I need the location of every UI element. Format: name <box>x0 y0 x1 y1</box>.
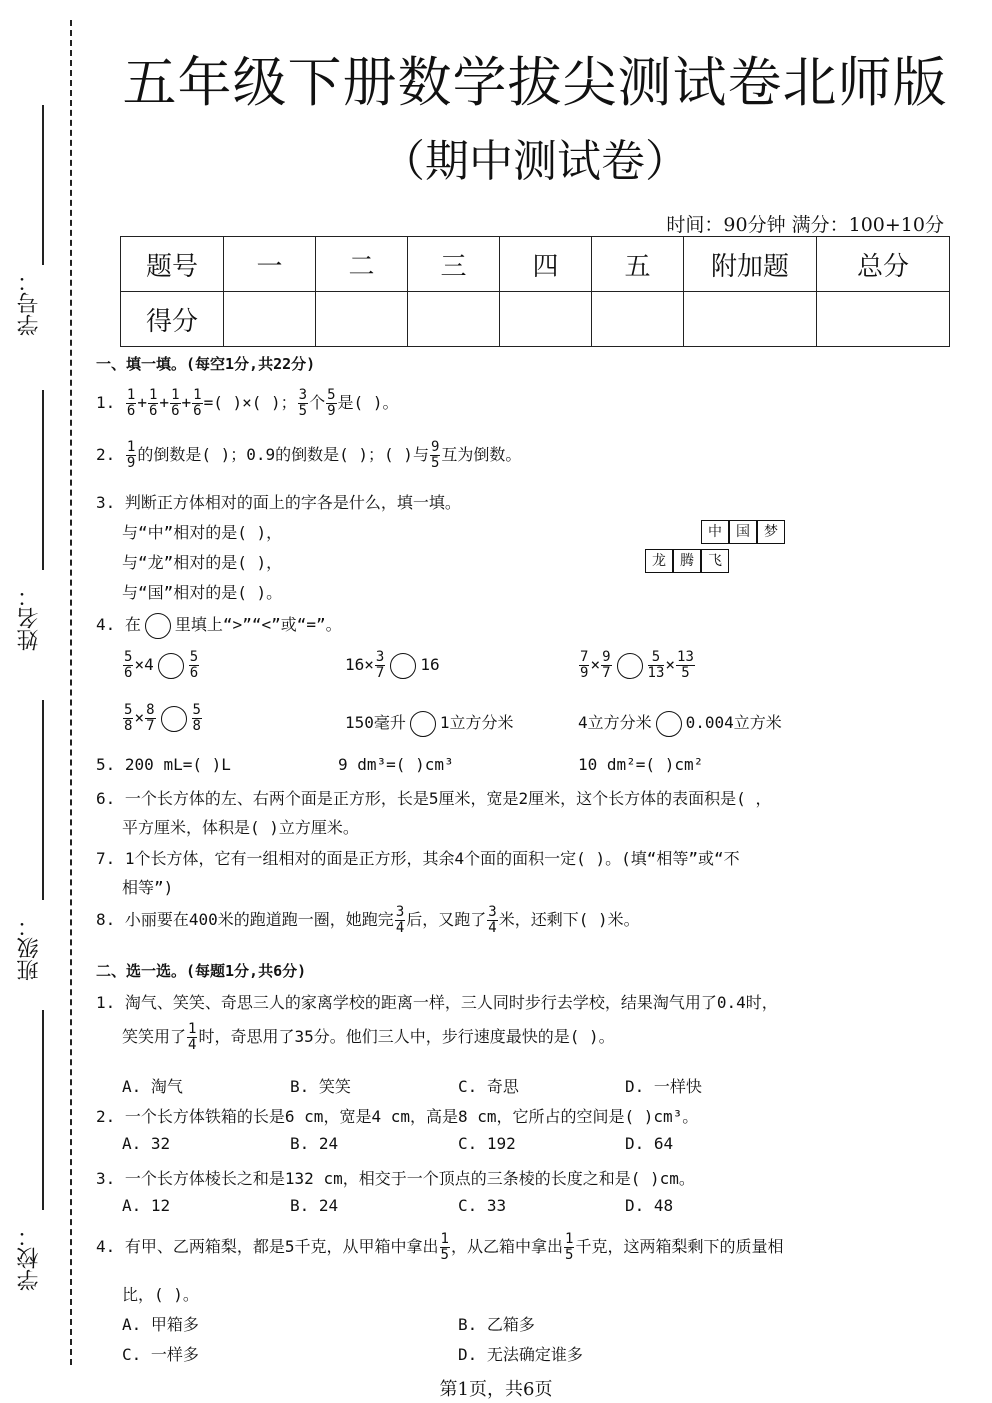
text: 千克，这两箱梨剩下的质量相 <box>575 1237 784 1256</box>
question-number: 7. <box>96 849 116 868</box>
text: 200 mL=( )L <box>124 755 231 774</box>
q2-4-line2: 比，( )。 <box>122 1285 199 1304</box>
text: 一个长方体棱长之和是132 cm，相交于一个顶点的三条棱的长度之和是( )cm。 <box>124 1169 695 1188</box>
score-cell[interactable] <box>316 292 408 347</box>
circle-blank[interactable] <box>145 613 171 639</box>
score-head-cell: 四 <box>500 237 592 292</box>
text: 个 <box>309 393 326 412</box>
question-number: 4. <box>96 1237 116 1256</box>
cube-face: 国 <box>729 520 757 544</box>
q3-line1: 与“中”相对的是( )， <box>122 523 283 542</box>
question-1-7 <box>96 846 740 869</box>
question-number: 8. <box>96 910 116 929</box>
question-1-6 <box>96 786 771 809</box>
circle-blank[interactable] <box>617 653 643 679</box>
q5-part-c: 10 dm²=( )cm² <box>578 755 704 774</box>
fraction: $\frac{3}{5}$ <box>298 387 308 419</box>
page-subtitle: （期中测试卷） <box>381 136 689 187</box>
q4-row1-col1: $\frac{5}{6}$ ×4 $\frac{5}{6}$ <box>124 649 199 681</box>
score-table-head-row <box>121 237 950 292</box>
question-2-4 <box>96 1232 783 1263</box>
question-number: 1. <box>96 993 116 1012</box>
circle-blank[interactable] <box>410 711 436 737</box>
score-head-cell: 五 <box>592 237 684 292</box>
text: 的倒数是( )；0.9的倒数是( )；( )与 <box>137 445 429 464</box>
q4-row1-col2: 16× $\frac{3}{7}$ 16 <box>345 649 440 681</box>
question-number: 4. <box>96 615 116 634</box>
side-label-name: 姓名： <box>17 585 42 651</box>
option-c[interactable]: C. 192 <box>458 1134 516 1153</box>
score-head-cell: 题号 <box>121 237 224 292</box>
fraction: $\frac{1}{4}$ <box>188 1021 197 1053</box>
circle-blank[interactable] <box>158 653 184 679</box>
question-1-3 <box>96 490 461 513</box>
binding-dashed-line <box>70 20 72 1365</box>
text: 一个长方体铁箱的长是6 cm，宽是4 cm，高是8 cm，它所占的空间是( )cm³。 <box>124 1107 699 1126</box>
option-c[interactable]: C. 33 <box>458 1196 507 1215</box>
text: 互为倒数。 <box>441 445 522 464</box>
option-d[interactable]: D. 一样快 <box>625 1077 702 1096</box>
text: 是( )。 <box>337 393 399 412</box>
q7-line2: 相等”) <box>122 878 174 897</box>
fraction: $\frac{3}{4}$ <box>395 904 405 936</box>
question-1-8 <box>96 905 640 936</box>
question-number: 1. <box>96 393 116 412</box>
option-d[interactable]: D. 48 <box>625 1196 674 1215</box>
time-info: 时间：90分钟 满分：100+10分 <box>666 214 944 236</box>
fraction: $\frac{1}{6}$ <box>126 387 136 419</box>
question-number: 5. <box>96 755 116 774</box>
cube-face: 飞 <box>701 549 729 573</box>
section1-title: 一、填一填。(每空1分,共22分) <box>96 355 316 373</box>
cube-face: 腾 <box>673 549 701 573</box>
circle-blank[interactable] <box>390 653 416 679</box>
text: =( )×( )； <box>203 393 297 412</box>
text: 有甲、乙两箱梨，都是5千克，从甲箱中拿出 <box>124 1237 439 1256</box>
option-d[interactable]: D. 64 <box>625 1134 674 1153</box>
side-label-student-id: 学号： <box>17 270 42 336</box>
fraction: $\frac{5}{8}$ <box>124 702 133 734</box>
fraction: $\frac{1}{6}$ <box>171 387 180 419</box>
score-table-score-row <box>121 292 950 347</box>
score-row-label: 得分 <box>121 292 224 347</box>
circle-blank[interactable] <box>656 711 682 737</box>
fraction: $\frac{8}{7}$ <box>146 702 155 734</box>
q4-row1-col3: $\frac{7}{9}$ × $\frac{9}{7}$ $\frac{5}{13}$ × $\frac{13}{5}$ <box>580 649 694 681</box>
question-1-1: 1. $\frac{1}{6}$ + $\frac{1}{6}$ + $\frac{1}{6}$ + $\frac{1}{6}$ =( )×( )； $\frac{3}{5}$ 个 $\frac{5}{9}$ 是( )。 <box>96 387 399 419</box>
side-label-class: 班级： <box>17 915 42 981</box>
fraction: $\frac{1}{5}$ <box>565 1231 574 1263</box>
question-number: 2. <box>96 1107 116 1126</box>
option-a[interactable]: A. 淘气 <box>122 1077 183 1096</box>
option-c[interactable]: C. 一样多 <box>122 1345 199 1364</box>
fraction: $\frac{7}{9}$ <box>580 649 589 681</box>
text: ，从乙箱中拿出 <box>450 1237 563 1256</box>
question-number: 3. <box>96 493 116 512</box>
score-head-cell: 三 <box>408 237 500 292</box>
question-number: 2. <box>96 445 116 464</box>
side-label-school: 学校： <box>17 1225 42 1291</box>
fraction: $\frac{1}{9}$ <box>126 439 136 471</box>
option-b[interactable]: B. 笑笑 <box>290 1077 351 1096</box>
score-head-cell: 附加题 <box>684 237 817 292</box>
score-head-cell: 总分 <box>817 237 950 292</box>
q3-line2: 与“龙”相对的是( )， <box>122 553 283 572</box>
score-head-cell: 一 <box>224 237 316 292</box>
score-cell[interactable] <box>592 292 684 347</box>
fraction: $\frac{1}{5}$ <box>440 1231 449 1263</box>
score-cell[interactable] <box>224 292 316 347</box>
fraction: $\frac{9}{5}$ <box>430 439 440 471</box>
question-1-4 <box>96 612 342 639</box>
fraction: $\frac{3}{7}$ <box>375 649 385 681</box>
fraction: $\frac{3}{4}$ <box>488 904 497 936</box>
section2-title: 二、选一选。(每题1分,共6分) <box>96 962 307 980</box>
text: 1个长方体，它有一组相对的面是正方形，其余4个面的面积一定( )。(填“相等”或“不 <box>124 849 740 868</box>
option-a[interactable]: A. 甲箱多 <box>122 1315 199 1334</box>
cube-face: 中 <box>701 520 729 544</box>
option-b[interactable]: B. 24 <box>290 1196 339 1215</box>
option-b[interactable]: B. 24 <box>290 1134 339 1153</box>
question-number: 3. <box>96 1169 116 1188</box>
q2-1-line2: 笑笑用了 $\frac{1}{4}$ 时，奇思用了35分。他们三人中，步行速度最快的是( )。 <box>122 1021 615 1053</box>
question-1-5 <box>96 755 231 774</box>
text: 判断正方体相对的面上的字各是什么，填一填。 <box>124 493 461 512</box>
page-footer: 第1页，共6页 <box>439 1379 553 1400</box>
name-blank <box>42 390 44 570</box>
fraction: $\frac{13}{5}$ <box>677 649 694 681</box>
q4-row2-col1: $\frac{5}{8}$ × $\frac{8}{7}$ $\frac{5}{8}$ <box>124 702 201 734</box>
score-cell[interactable] <box>684 292 817 347</box>
question-2-3 <box>96 1166 695 1189</box>
q4-row2-col2: 150毫升 1立方分米 <box>345 710 514 737</box>
text: 小丽要在400米的跑道跑一圈，她跑完 <box>124 910 394 929</box>
fraction: $\frac{5}{9}$ <box>327 387 336 419</box>
question-2-2 <box>96 1104 698 1127</box>
school-blank <box>42 1010 44 1210</box>
option-d[interactable]: D. 无法确定谁多 <box>458 1345 583 1364</box>
text: 一个长方体的左、右两个面是正方形，长是5厘米，宽是2厘米，这个长方体的表面积是( ， <box>124 789 772 808</box>
fraction: $\frac{5}{13}$ <box>647 649 665 681</box>
class-blank <box>42 700 44 900</box>
fraction: $\frac{5}{8}$ <box>192 702 201 734</box>
page-title: 五年级下册数学拔尖测试卷北师版 <box>122 51 948 114</box>
score-cell[interactable] <box>408 292 500 347</box>
text: 淘气、笑笑、奇思三人的家离学校的距离一样，三人同时步行去学校，结果淘气用了0.4时， <box>124 993 778 1012</box>
fraction: $\frac{5}{6}$ <box>189 649 199 681</box>
circle-blank[interactable] <box>161 706 187 732</box>
fraction: $\frac{1}{6}$ <box>193 387 202 419</box>
question-number: 6. <box>96 789 116 808</box>
option-a[interactable]: A. 32 <box>122 1134 171 1153</box>
cube-face: 龙 <box>645 549 673 573</box>
question-2-1 <box>96 990 778 1013</box>
fraction: $\frac{1}{6}$ <box>148 387 158 419</box>
score-cell[interactable] <box>500 292 592 347</box>
q5-part-b: 9 dm³=( )cm³ <box>338 755 454 774</box>
text: 米，还剩下( )米。 <box>498 910 640 929</box>
option-b[interactable]: B. 乙箱多 <box>458 1315 535 1334</box>
fraction: $\frac{9}{7}$ <box>602 649 611 681</box>
q6-line2: 平方厘米，体积是( )立方厘米。 <box>122 818 359 837</box>
score-cell[interactable] <box>817 292 950 347</box>
text: 里填上“>”“<”或“=”。 <box>174 615 342 634</box>
cube-face: 梦 <box>757 520 785 544</box>
q3-line3: 与“国”相对的是( )。 <box>122 583 283 602</box>
q4-row2-col3: 4立方分米 0.004立方米 <box>578 710 782 737</box>
option-a[interactable]: A. 12 <box>122 1196 171 1215</box>
score-table <box>120 236 950 347</box>
question-1-2 <box>96 440 521 471</box>
text: 在 <box>124 615 141 634</box>
fraction: $\frac{5}{6}$ <box>124 649 133 681</box>
option-c[interactable]: C. 奇思 <box>458 1077 519 1096</box>
text: 后，又跑了 <box>406 910 487 929</box>
score-head-cell: 二 <box>316 237 408 292</box>
